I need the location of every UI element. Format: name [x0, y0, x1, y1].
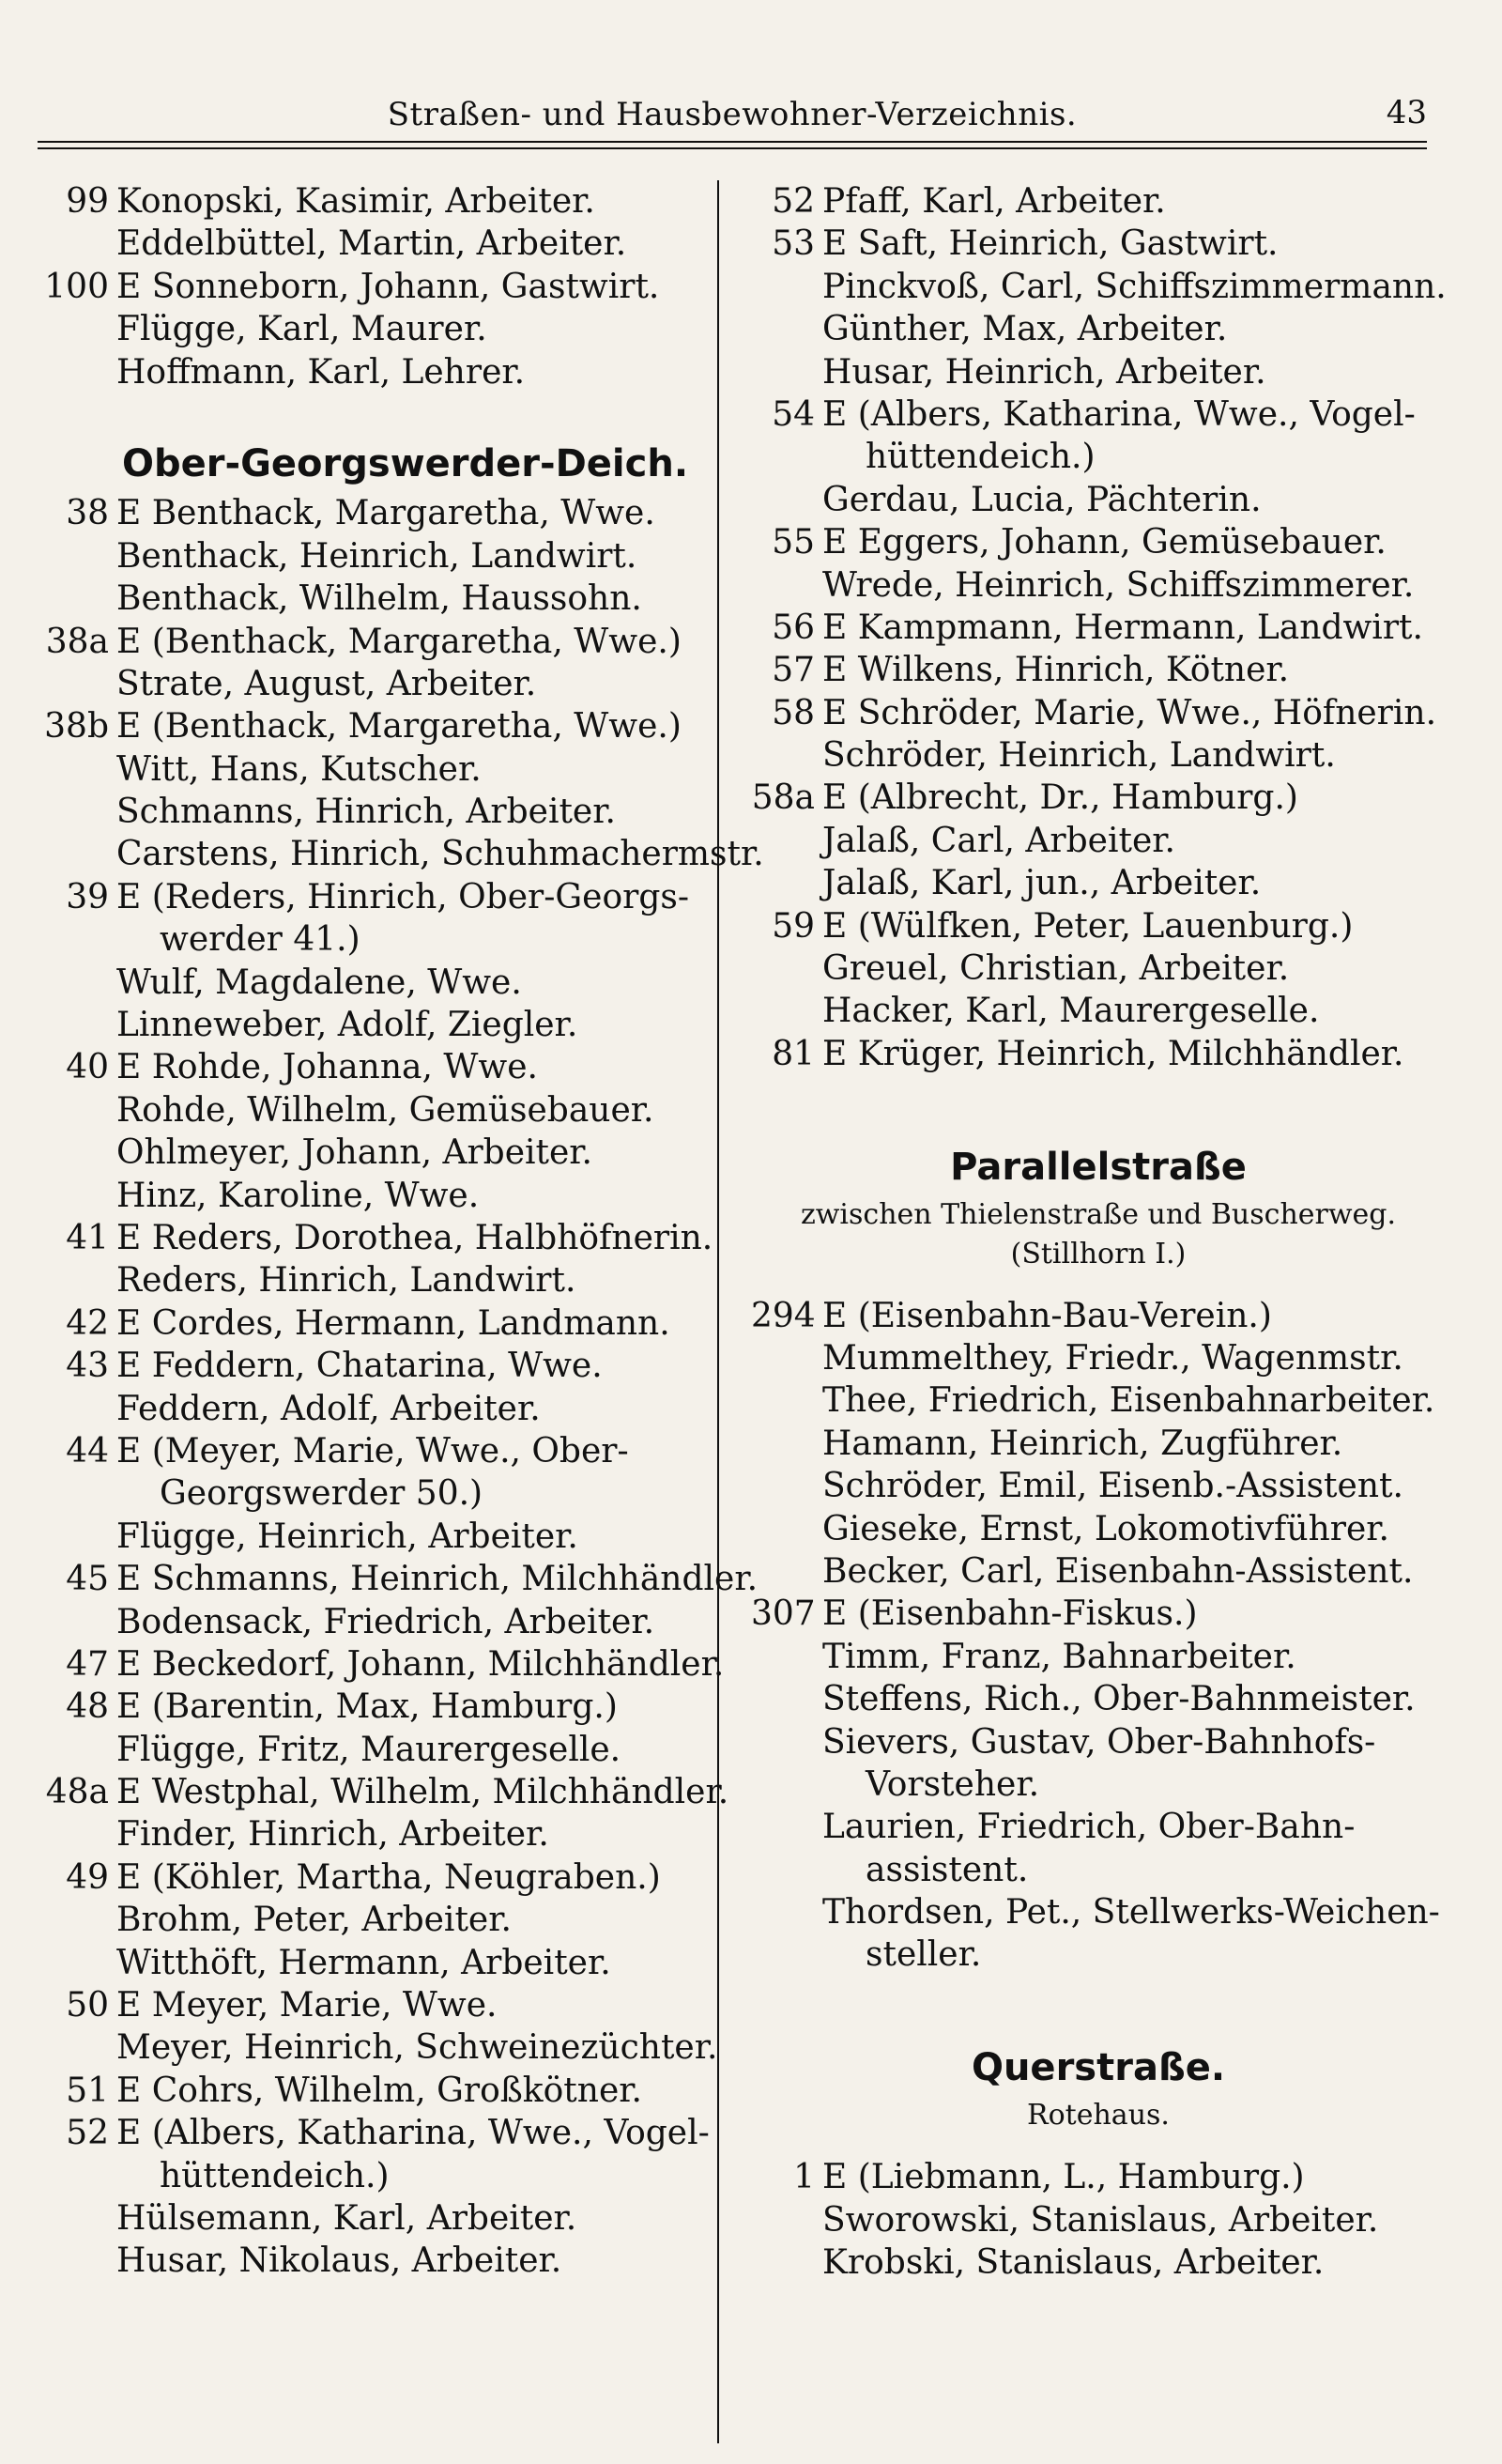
house-number: 51 — [66, 2071, 109, 2110]
house-number: 49 — [66, 1857, 109, 1897]
directory-entry — [38, 1856, 704, 1899]
directory-entry — [751, 1636, 1446, 1678]
resident-text: E (Reders, Hinrich, Ober-Georgs- — [116, 877, 690, 916]
resident-text: E (Eisenbahn-Fiskus.) — [822, 1594, 1198, 1634]
directory-entry — [751, 990, 1446, 1032]
resident-text: steller. — [866, 1935, 982, 1975]
resident-text: E Krüger, Heinrich, Milchhändler. — [822, 1034, 1404, 1073]
directory-entry — [751, 1508, 1446, 1550]
resident-text: hüttendeich.) — [866, 438, 1096, 477]
directory-entry — [38, 962, 704, 1004]
house-number: 44 — [66, 1431, 109, 1471]
resident-text: Flügge, Fritz, Maurergeselle. — [116, 1730, 621, 1769]
resident-text: Vorsteher. — [866, 1764, 1040, 1804]
directory-entry — [38, 1302, 704, 1345]
house-number: 39 — [66, 877, 109, 916]
directory-entry — [751, 1423, 1446, 1465]
resident-text: Jalaß, Karl, jun., Arbeiter. — [822, 864, 1262, 903]
directory-entry — [38, 1729, 704, 1771]
directory-entry — [38, 266, 704, 308]
resident-text: werder 41.) — [160, 920, 360, 960]
directory-entry — [38, 705, 704, 747]
resident-text: Pfaff, Karl, Arbeiter. — [822, 182, 1166, 221]
directory-entry — [751, 1891, 1446, 1933]
directory-entry — [38, 1601, 704, 1643]
directory-entry — [751, 862, 1446, 904]
house-number: 38a — [45, 622, 109, 661]
directory-entry — [751, 223, 1446, 265]
page-header — [38, 90, 1427, 137]
directory-entry — [751, 266, 1446, 308]
directory-entry — [38, 2070, 704, 2112]
directory-entry — [38, 223, 704, 265]
resident-text: Sworowski, Stanislaus, Arbeiter. — [822, 2200, 1379, 2240]
house-number: 45 — [66, 1560, 109, 1599]
resident-text: Pinckvoß, Carl, Schiffszimmermann. — [822, 267, 1447, 306]
directory-entry — [38, 663, 704, 705]
resident-text: E (Benthack, Margaretha, Wwe.) — [116, 707, 682, 747]
house-number: 59 — [772, 906, 815, 946]
resident-text: Laurien, Friedrich, Ober-Bahn- — [822, 1808, 1356, 1847]
resident-text: Rohde, Wilhelm, Gemüsebauer. — [116, 1090, 654, 1130]
directory-entry — [751, 521, 1446, 563]
house-number: 48a — [45, 1773, 109, 1812]
house-number: 55 — [772, 523, 815, 562]
resident-text: Feddern, Adolf, Arbeiter. — [116, 1389, 541, 1428]
resident-text: assistent. — [866, 1850, 1029, 1889]
house-number: 50 — [66, 1986, 109, 2025]
house-number: 57 — [772, 651, 815, 690]
section-title: Querstraße. — [971, 2046, 1226, 2090]
directory-entry — [751, 649, 1446, 691]
directory-entry — [38, 180, 704, 223]
directory-entry — [38, 1899, 704, 1941]
directory-entry — [751, 692, 1446, 734]
left-column — [38, 180, 764, 2283]
directory-entry — [751, 436, 1446, 478]
resident-text: Benthack, Wilhelm, Haussohn. — [116, 579, 642, 619]
directory-entry — [751, 1763, 1446, 1806]
resident-text: E Beckedorf, Johann, Milchhändler. — [116, 1644, 725, 1684]
house-number: 1 — [793, 2158, 815, 2197]
resident-text: E Saft, Heinrich, Gastwirt. — [822, 224, 1279, 264]
house-number: 43 — [66, 1347, 109, 1386]
column-divider — [717, 180, 719, 2443]
section-subtitle: (Stillhorn I.) — [1010, 1237, 1187, 1270]
resident-text: Wrede, Heinrich, Schiffszimmerer. — [822, 565, 1415, 605]
directory-entry — [751, 947, 1446, 990]
directory-entry — [38, 535, 704, 578]
resident-text: E Kampmann, Hermann, Landwirt. — [822, 608, 1423, 647]
spacer — [751, 2135, 1446, 2156]
resident-text: Ohlmeyer, Johann, Arbeiter. — [116, 1133, 592, 1173]
directory-entry — [751, 1033, 1446, 1075]
directory-entry — [751, 180, 1446, 223]
resident-text: Thee, Friedrich, Eisenbahnarbeiter. — [822, 1381, 1435, 1421]
section-title: Ober-Georgswerder-Deich. — [122, 442, 689, 486]
house-number: 99 — [66, 182, 109, 221]
directory-entry — [751, 1295, 1446, 1337]
directory-entry — [38, 1217, 713, 1259]
directory-entry — [751, 2156, 1446, 2198]
house-number: 47 — [66, 1644, 109, 1684]
house-number: 58 — [772, 693, 815, 732]
directory-entry — [751, 1465, 1446, 1507]
directory-entry — [751, 479, 1446, 521]
resident-text: Georgswerder 50.) — [160, 1474, 483, 1514]
resident-text: Becker, Carl, Eisenbahn-Assistent. — [822, 1551, 1414, 1591]
directory-entry — [38, 1430, 704, 1472]
resident-text: Hülsemann, Karl, Arbeiter. — [116, 2198, 577, 2238]
directory-entry — [38, 1388, 704, 1430]
directory-entry — [38, 2155, 704, 2197]
resident-text: Gerdau, Lucia, Pächterin. — [822, 480, 1262, 519]
resident-text: Husar, Heinrich, Arbeiter. — [822, 352, 1266, 392]
directory-entry — [38, 1516, 704, 1558]
directory-entry — [751, 1678, 1446, 1720]
directory-entry — [751, 1379, 1446, 1422]
directory-entry — [751, 734, 1446, 777]
directory-entry — [38, 918, 704, 961]
resident-text: Wulf, Magdalene, Wwe. — [116, 962, 522, 1002]
resident-text: Hacker, Karl, Maurergeselle. — [822, 992, 1320, 1031]
resident-text: E Cohrs, Wilhelm, Großkötner. — [116, 2071, 642, 2110]
resident-text: E (Albers, Katharina, Wwe., Vogel- — [116, 2114, 710, 2153]
house-number: 40 — [66, 1048, 109, 1087]
directory-entry — [751, 1593, 1446, 1635]
directory-entry — [38, 2112, 710, 2154]
directory-entry — [38, 1813, 704, 1856]
resident-text: Steffens, Rich., Ober-Bahnmeister. — [822, 1680, 1416, 1719]
directory-entry — [751, 1337, 1446, 1379]
spacer — [751, 1274, 1446, 1295]
resident-text: Sievers, Gustav, Ober-Bahnhofs- — [822, 1722, 1376, 1762]
resident-text: E Cordes, Hermann, Landmann. — [116, 1303, 670, 1343]
section-subtitle: zwischen Thielenstraße und Buscherweg. — [800, 1197, 1397, 1231]
directory-entry — [38, 1046, 704, 1088]
directory-entry — [751, 1849, 1446, 1891]
resident-text: E (Liebmann, L., Hamburg.) — [822, 2158, 1305, 2197]
spacer — [751, 1075, 1446, 1117]
house-number: 294 — [751, 1296, 816, 1335]
directory-entry — [751, 777, 1446, 819]
resident-text: E (Albrecht, Dr., Hamburg.) — [822, 778, 1298, 818]
resident-text: E Benthack, Margaretha, Wwe. — [116, 494, 655, 533]
resident-text: Greuel, Christian, Arbeiter. — [822, 949, 1290, 989]
resident-text: E Feddern, Chatarina, Wwe. — [116, 1347, 603, 1386]
house-number: 42 — [66, 1303, 109, 1343]
directory-entry — [38, 2026, 718, 2069]
house-number: 54 — [772, 394, 815, 434]
resident-text: E (Barentin, Max, Hamburg.) — [116, 1687, 618, 1727]
resident-text: Meyer, Heinrich, Schweinezüchter. — [116, 2028, 718, 2068]
resident-text: Schmanns, Hinrich, Arbeiter. — [116, 793, 616, 832]
section-title: Parallelstraße — [950, 1145, 1247, 1189]
directory-entry — [751, 1806, 1446, 1848]
resident-text: E (Benthack, Margaretha, Wwe.) — [116, 622, 682, 661]
resident-text: Flügge, Karl, Maurer. — [116, 310, 487, 349]
resident-text: Günther, Max, Arbeiter. — [822, 310, 1228, 349]
section-subtitle: Rotehaus. — [1027, 2099, 1170, 2133]
directory-entry — [38, 1259, 704, 1301]
directory-entry — [38, 351, 704, 393]
house-number: 38 — [66, 494, 109, 533]
resident-text: E (Eisenbahn-Bau-Verein.) — [822, 1296, 1272, 1335]
resident-text: Hoffmann, Karl, Lehrer. — [116, 352, 526, 392]
directory-entry — [751, 2199, 1446, 2241]
directory-entry — [38, 1175, 704, 1217]
header-rule — [38, 147, 1427, 149]
resident-text: hüttendeich.) — [160, 2156, 390, 2195]
running-title: Straßen- und Hausbewohner-Verzeichnis. — [387, 96, 1078, 133]
directory-entry — [38, 791, 704, 833]
resident-text: E Wilkens, Hinrich, Kötner. — [822, 651, 1290, 690]
right-column — [751, 180, 1446, 2284]
resident-text: Mummelthey, Friedr., Wagenmstr. — [822, 1338, 1403, 1378]
house-number: 56 — [772, 608, 815, 647]
directory-entry — [38, 1643, 725, 1686]
house-number: 307 — [751, 1594, 816, 1634]
resident-text: Hamann, Heinrich, Zugführer. — [822, 1424, 1343, 1463]
resident-text: Carstens, Hinrich, Schuhmachermstr. — [116, 835, 764, 874]
resident-text: Hinz, Karoline, Wwe. — [116, 1176, 480, 1215]
house-number: 81 — [772, 1034, 815, 1073]
resident-text: Konopski, Kasimir, Arbeiter. — [116, 182, 595, 221]
resident-text: Eddelbüttel, Martin, Arbeiter. — [116, 224, 627, 264]
resident-text: Strate, August, Arbeiter. — [116, 664, 537, 703]
spacer — [751, 1118, 1446, 1139]
directory-entry — [38, 1686, 704, 1728]
house-number: 38b — [44, 707, 109, 747]
directory-entry — [38, 1558, 759, 1600]
directory-entry — [751, 607, 1446, 649]
resident-text: Krobski, Stanislaus, Arbeiter. — [822, 2243, 1325, 2283]
directory-entry — [751, 1721, 1446, 1763]
resident-text: E Westphal, Wilhelm, Milchhändler. — [116, 1773, 729, 1812]
house-number: 100 — [44, 267, 109, 306]
resident-text: Husar, Nikolaus, Arbeiter. — [116, 2241, 562, 2281]
resident-text: Schröder, Heinrich, Landwirt. — [822, 736, 1336, 776]
directory-entry — [751, 351, 1446, 393]
resident-text: Bodensack, Friedrich, Arbeiter. — [116, 1602, 655, 1641]
directory-entry — [38, 1984, 704, 2026]
resident-text: E (Wülfken, Peter, Lauenburg.) — [822, 906, 1354, 946]
resident-text: Reders, Hinrich, Landwirt. — [116, 1261, 576, 1301]
resident-text: Gieseke, Ernst, Lokomotivführer. — [822, 1509, 1389, 1548]
resident-text: E Sonneborn, Johann, Gastwirt. — [116, 267, 660, 306]
directory-entry — [38, 621, 704, 663]
resident-text: E Schröder, Marie, Wwe., Höfnerin. — [822, 693, 1437, 732]
directory-entry — [751, 1933, 1446, 1976]
resident-text: Witthöft, Hermann, Arbeiter. — [116, 1943, 611, 1982]
spacer — [751, 1977, 1446, 2019]
resident-text: Linneweber, Adolf, Ziegler. — [116, 1006, 578, 1045]
resident-text: Schröder, Emil, Eisenb.-Assistent. — [822, 1467, 1403, 1506]
resident-text: E (Meyer, Marie, Wwe., Ober- — [116, 1431, 629, 1471]
house-number: 52 — [772, 182, 815, 221]
house-number: 53 — [772, 224, 815, 264]
resident-text: Timm, Franz, Bahnarbeiter. — [822, 1637, 1296, 1676]
directory-entry — [751, 308, 1446, 350]
spacer — [38, 393, 704, 436]
directory-entry — [38, 748, 704, 791]
directory-entry — [38, 2197, 704, 2240]
resident-text: Brohm, Peter, Arbeiter. — [116, 1901, 512, 1940]
directory-entry — [38, 1472, 704, 1515]
resident-text: E Meyer, Marie, Wwe. — [116, 1986, 498, 2025]
directory-entry — [38, 308, 704, 350]
house-number: 58a — [751, 778, 815, 818]
resident-text: Flügge, Heinrich, Arbeiter. — [116, 1517, 578, 1556]
directory-entry — [751, 820, 1446, 862]
resident-text: E Eggers, Johann, Gemüsebauer. — [822, 523, 1387, 562]
directory-entry — [751, 905, 1446, 947]
page-number: 43 — [1386, 94, 1427, 131]
resident-text: E (Köhler, Martha, Neugraben.) — [116, 1857, 661, 1897]
resident-text: Witt, Hans, Kutscher. — [116, 749, 482, 789]
directory-entry — [38, 1345, 704, 1387]
house-number: 48 — [66, 1687, 109, 1727]
resident-text: E Rohde, Johanna, Wwe. — [116, 1048, 538, 1087]
resident-text: Finder, Hinrich, Arbeiter. — [116, 1815, 549, 1855]
resident-text: Jalaß, Carl, Arbeiter. — [822, 821, 1175, 860]
house-number: 41 — [66, 1218, 109, 1257]
house-number: 52 — [66, 2114, 109, 2153]
resident-text: Thordsen, Pet., Stellwerks-Weichen- — [822, 1893, 1440, 1933]
directory-entry — [38, 578, 704, 620]
directory-entry — [38, 1132, 704, 1174]
directory-entry — [751, 393, 1446, 436]
directory-entry — [751, 2241, 1446, 2284]
directory-entry — [38, 2240, 704, 2282]
directory-entry — [38, 492, 704, 534]
spacer — [751, 2019, 1446, 2040]
resident-text: E Schmanns, Heinrich, Milchhändler. — [116, 1560, 759, 1599]
directory-entry — [38, 1089, 704, 1132]
directory-entry — [38, 1942, 704, 1984]
directory-entry — [38, 876, 704, 918]
directory-entry — [751, 1550, 1446, 1593]
directory-entry — [38, 833, 764, 875]
resident-text: E (Albers, Katharina, Wwe., Vogel- — [822, 394, 1416, 434]
directory-entry — [38, 1004, 704, 1046]
resident-text: Benthack, Heinrich, Landwirt. — [116, 536, 637, 576]
directory-entry — [38, 1771, 729, 1813]
resident-text: E Reders, Dorothea, Halbhöfnerin. — [116, 1218, 713, 1257]
directory-entry — [751, 564, 1446, 607]
header-rule — [38, 141, 1427, 143]
